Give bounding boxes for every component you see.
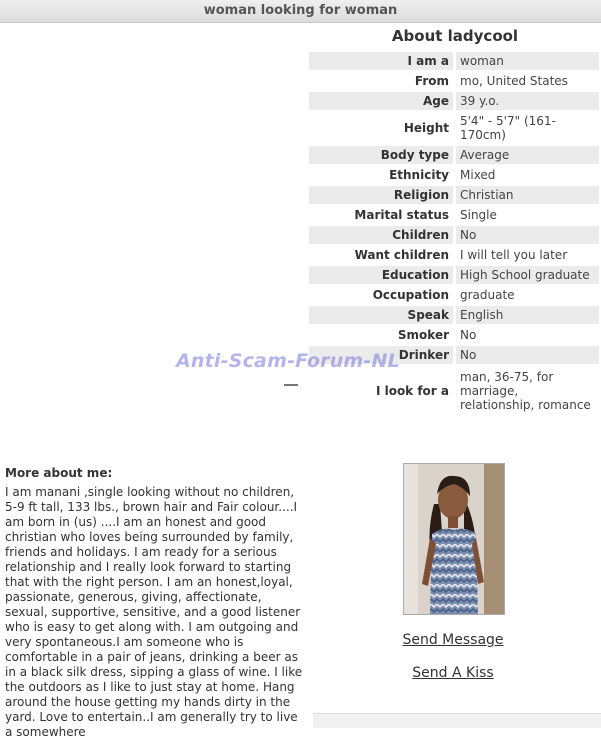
profile-value: 39 y.o.: [456, 92, 599, 110]
profile-row-religion: [309, 186, 599, 204]
profile-value: English: [456, 306, 599, 324]
profile-row-children: [309, 226, 599, 244]
profile-photo-image: [404, 464, 504, 614]
profile-row-ethnicity: [309, 166, 599, 184]
send-kiss-link[interactable]: Send A Kiss: [412, 665, 494, 681]
profile-label: Religion: [309, 186, 456, 204]
profile-row-from: [309, 72, 599, 90]
more-about-text: I am manani ,single looking without no children, 5-9 ft tall, 133 lbs., brown hair and Fair colour....I am born in (us) ....I am an honest and good christian who loves being surrounded by family, friends and holidays. I am ready for a serious relationship and I really look forward to starting that with the right person. I am an honest,loyal, passionate, generous, giving, affectionate, sexual, supportive, sensitive, and a good listener who is easy to get along with. I am outgoing and very spontaneous.I am someone who is comfortable in a pair of jeans, drinking a beer as in a black silk dress, sipping a glass of wine. I like the outdoors as I like to just stay at home. Hang around the house getting my hands dirty in the yard. Love to entertain..I am generally try to live a somewhere: [5, 485, 303, 739]
profile-label: Height: [309, 112, 456, 144]
profile-label: Education: [309, 266, 456, 284]
bottom-panel: [313, 713, 601, 728]
profile-value: 5'4" - 5'7" (161-170cm): [456, 112, 599, 144]
profile-label: Body type: [309, 146, 456, 164]
profile-value: No: [456, 326, 599, 344]
profile-label: Marital status: [309, 206, 456, 224]
profile-row-speak: [309, 306, 599, 324]
profile-value: No: [456, 346, 599, 364]
profile-label: Age: [309, 92, 456, 110]
profile-label: From: [309, 72, 456, 90]
profile-value: I will tell you later: [456, 246, 599, 264]
profile-row-height: [309, 112, 599, 144]
profile-value: woman: [456, 52, 599, 70]
profile-photo[interactable]: [403, 463, 505, 615]
profile-value: High School graduate: [456, 266, 599, 284]
profile-row-gender: [309, 52, 599, 70]
profile-label: Occupation: [309, 286, 456, 304]
profile-row-want-children: [309, 246, 599, 264]
send-message-link[interactable]: Send Message: [402, 632, 504, 648]
profile-value: mo, United States: [456, 72, 599, 90]
more-about-title: More about me:: [5, 466, 113, 480]
profile-value: Mixed: [456, 166, 599, 184]
profile-row-body-type: [309, 146, 599, 164]
profile-label: Drinker: [309, 346, 456, 364]
profile-row-look-for: [309, 366, 599, 416]
profile-row-smoker: [309, 326, 599, 344]
profile-label: Want children: [309, 246, 456, 264]
watermark-text: Anti-Scam-Forum-NL: [176, 350, 400, 372]
profile-row-marital-status: [309, 206, 599, 224]
profile-value: Christian: [456, 186, 599, 204]
divider: [284, 384, 298, 386]
profile-label: Smoker: [309, 326, 456, 344]
profile-value: Single: [456, 206, 599, 224]
profile-label: I look for a: [309, 366, 456, 416]
profile-value: No: [456, 226, 599, 244]
about-title: About ladycool: [391, 27, 519, 45]
profile-row-education: [309, 266, 599, 284]
profile-value: graduate: [456, 286, 599, 304]
page-header: woman looking for woman: [0, 0, 601, 23]
profile-row-occupation: [309, 286, 599, 304]
profile-label: Ethnicity: [309, 166, 456, 184]
profile-label: Children: [309, 226, 456, 244]
profile-value: man, 36-75, for marriage, relationship, romance: [456, 366, 599, 416]
profile-label: Speak: [309, 306, 456, 324]
profile-row-age: [309, 92, 599, 110]
profile-value: Average: [456, 146, 599, 164]
profile-label: I am a: [309, 52, 456, 70]
